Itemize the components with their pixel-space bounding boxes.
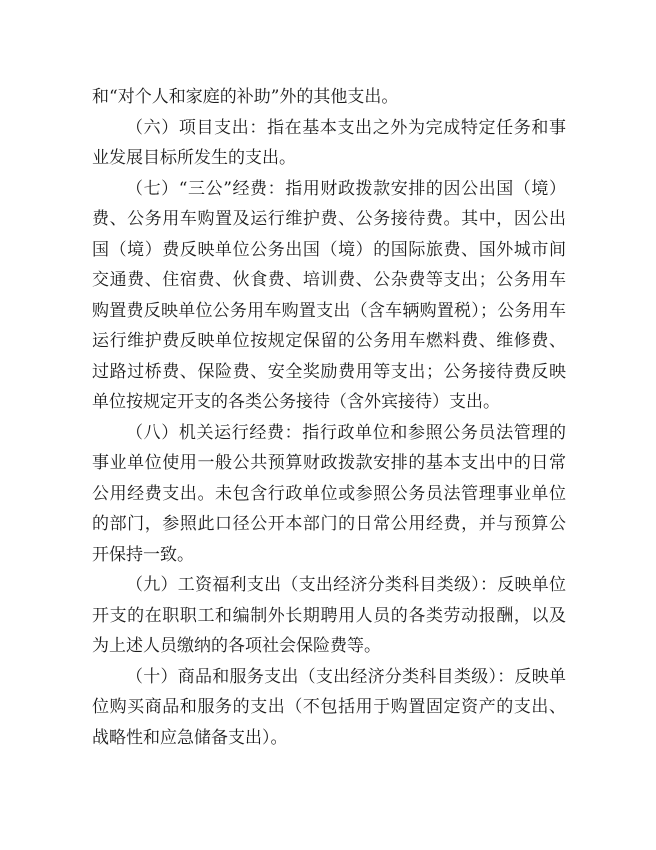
text-line: 为上述人员缴纳的各项社会保险费等。 [92, 636, 381, 656]
text-line: （八）机关运行经费：指行政单位和参照公务员法管理的 [126, 422, 566, 443]
text-line: 开支的在职职工和编制外长期聘用人员的各类劳动报酬，以及 [92, 605, 566, 626]
paragraph-continuation [92, 82, 566, 113]
text-line: 公用经费支出。未包含行政单位或参照公务员法管理事业单位 [92, 483, 566, 504]
text-line: 费、公务用车购置及运行维护费、公务接待费。其中，因公出 [92, 209, 566, 229]
text-line: 过路过桥费、保险费、安全奖励费用等支出；公务接待费反映 [92, 361, 566, 382]
paragraph-project-expenditure [92, 113, 566, 174]
text-line: （七）“三公”经费：指用财政拨款安排的因公出国（境） [126, 178, 566, 199]
paragraph-agency-operating-expenses [92, 418, 566, 571]
text-line: 和“对个人和家庭的补助”外的其他支出。 [92, 87, 399, 107]
text-line: 的部门，参照此口径公开本部门的日常公用经费，并与预算公 [92, 514, 566, 534]
text-line: 单位按规定开支的各类公务接待（含外宾接待）支出。 [92, 392, 500, 412]
text-line: 国（境）费反映单位公务出国（境）的国际旅费、国外城市间 [92, 239, 566, 260]
text-line: 事业单位使用一般公共预算财政拨款安排的基本支出中的日常 [92, 453, 566, 473]
document-body [92, 82, 566, 753]
text-line: 战略性和应急储备支出）。 [92, 727, 288, 748]
text-line: （六）项目支出：指在基本支出之外为完成特定任务和事 [126, 117, 566, 138]
text-line: 位购买商品和服务的支出（不包括用于购置固定资产的支出、 [92, 697, 566, 717]
paragraph-goods-services [92, 662, 566, 754]
text-line: 开保持一致。 [92, 544, 194, 565]
text-line: （十）商品和服务支出（支出经济分类科目类级）：反映单 [126, 666, 566, 687]
text-line: 运行维护费反映单位按规定保留的公务用车燃料费、维修费、 [92, 331, 566, 351]
text-line: 业发展目标所发生的支出。 [92, 148, 296, 168]
text-line: 购置费反映单位公务用车购置支出（含车辆购置税）；公务用车 [92, 300, 566, 321]
paragraph-three-public-expenses [92, 174, 566, 418]
text-line: 交通费、住宿费、伙食费、培训费、公杂费等支出；公务用车 [92, 270, 566, 290]
text-line: （九）工资福利支出（支出经济分类科目类级）：反映单位 [126, 575, 566, 595]
paragraph-wages-welfare [92, 570, 566, 662]
